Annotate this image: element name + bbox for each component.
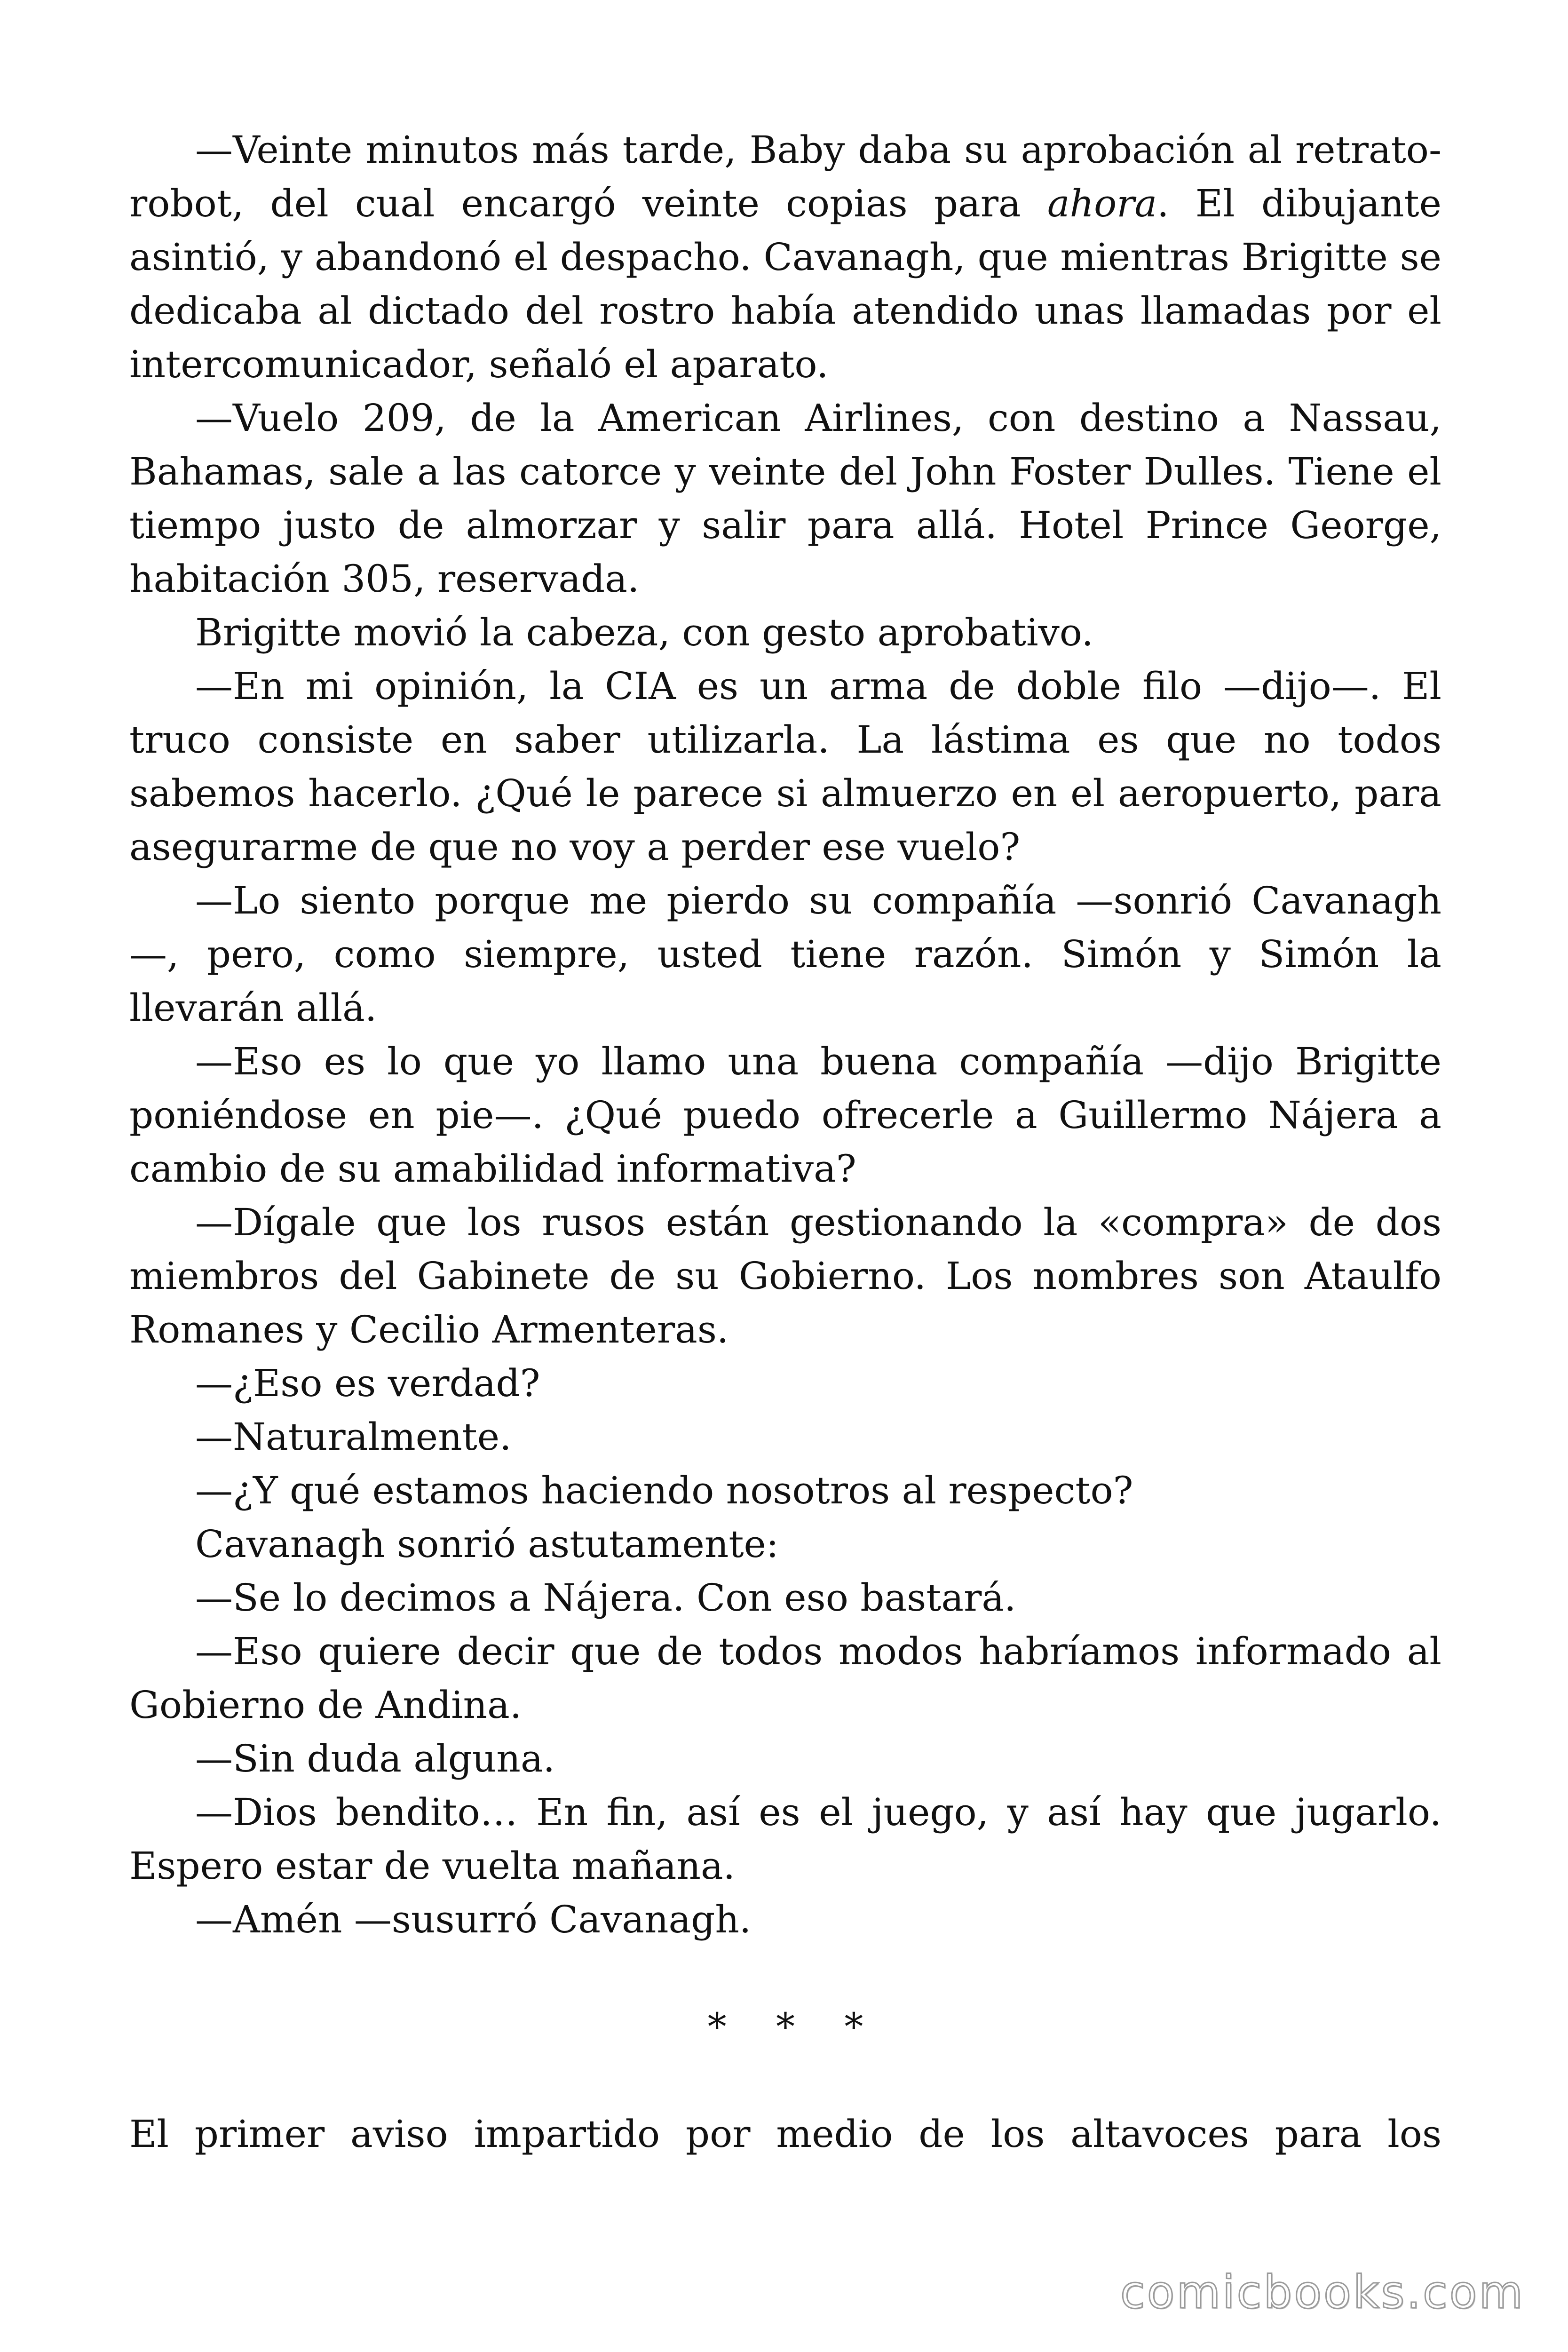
italic-text: ahora (1047, 182, 1157, 225)
paragraph-text: —Dios bendito… En fin, así es el juego, y así hay que jugarlo. Espero estar de vuelta mañana. (129, 1790, 1441, 1888)
section-separator: * * * (707, 2005, 882, 2049)
paragraph (129, 391, 1441, 606)
paragraph-text: —Eso es lo que yo llamo una buena compañía —dijo Brigitte poniéndose en pie—. ¿Qué puedo ofrecerle a Guillermo Nájera a cambio de su amabilidad informativa? (129, 1040, 1441, 1191)
paragraph (129, 1035, 1441, 1196)
paragraph-text: —Veinte minutos más tarde, Baby daba su aprobación al retrato-robot, del cual encargó veinte copias para (129, 128, 1441, 225)
closing-paragraph: El primer aviso impartido por medio de los altavoces para los (129, 2112, 1441, 2156)
paragraph-text: —¿Eso es verdad? (195, 1361, 540, 1405)
paragraph (129, 1464, 1441, 1518)
paragraph (129, 660, 1441, 874)
paragraph-text: —Amén —susurró Cavanagh. (195, 1898, 752, 1941)
paragraph-text: —¿Y qué estamos haciendo nosotros al respecto? (195, 1469, 1133, 1512)
paragraph (129, 1357, 1441, 1410)
body-text (129, 123, 1441, 2161)
paragraph (129, 1625, 1441, 1732)
watermark-logo: comicbooks.com (1120, 2266, 1525, 2319)
paragraph-list (129, 123, 1441, 1947)
paragraph (129, 1518, 1441, 1571)
paragraph (129, 874, 1441, 1035)
paragraph-text: Brigitte movió la cabeza, con gesto aprobativo. (195, 611, 1093, 654)
paragraph (129, 1410, 1441, 1464)
paragraph (129, 123, 1441, 391)
paragraph-text: —Eso quiere decir que de todos modos habríamos informado al Gobierno de Andina. (129, 1629, 1441, 1727)
paragraph-text: —Vuelo 209, de la American Airlines, con destino a Nassau, Bahamas, sale a las catorce y veinte del John Foster Dulles. Tiene el tiempo justo de almorzar y salir para allá. Hotel Prince George, habitación 305, reservada. (129, 396, 1441, 601)
paragraph (129, 606, 1441, 660)
paragraph (129, 1893, 1441, 1947)
paragraph-text: . El dibujante asintió, y abandonó el despacho. Cavanagh, que mientras Brigitte se dedicaba al dictado del rostro había atendido unas llamadas por el intercomunicador, señaló el aparato. (129, 182, 1441, 386)
paragraph-text: —En mi opinión, la CIA es un arma de doble filo —dijo—. El truco consiste en saber utilizarla. La lástima es que no todos sabemos hacerlo. ¿Qué le parece si almuerzo en el aeropuerto, para asegurarme de que no voy a perder ese vuelo? (129, 664, 1441, 869)
paragraph-text: —Sin duda alguna. (195, 1737, 555, 1780)
paragraph-text: —Dígale que los rusos están gestionando la «compra» de dos miembros del Gabinete de su Gobierno. Los nombres son Ataulfo Romanes y Cecilio Armenteras. (129, 1200, 1441, 1351)
paragraph-text: —Naturalmente. (195, 1415, 512, 1459)
paragraph (129, 1571, 1441, 1625)
paragraph-text: —Se lo decimos a Nájera. Con eso bastará. (195, 1576, 1016, 1620)
paragraph (129, 1196, 1441, 1357)
paragraph-text: —Lo siento porque me pierdo su compañía —sonrió Cavanagh —, pero, como siempre, usted tiene razón. Simón y Simón la llevarán allá. (129, 879, 1441, 1030)
paragraph-text: Cavanagh sonrió astutamente: (195, 1522, 779, 1566)
paragraph (129, 1732, 1441, 1786)
paragraph (129, 1786, 1441, 1893)
